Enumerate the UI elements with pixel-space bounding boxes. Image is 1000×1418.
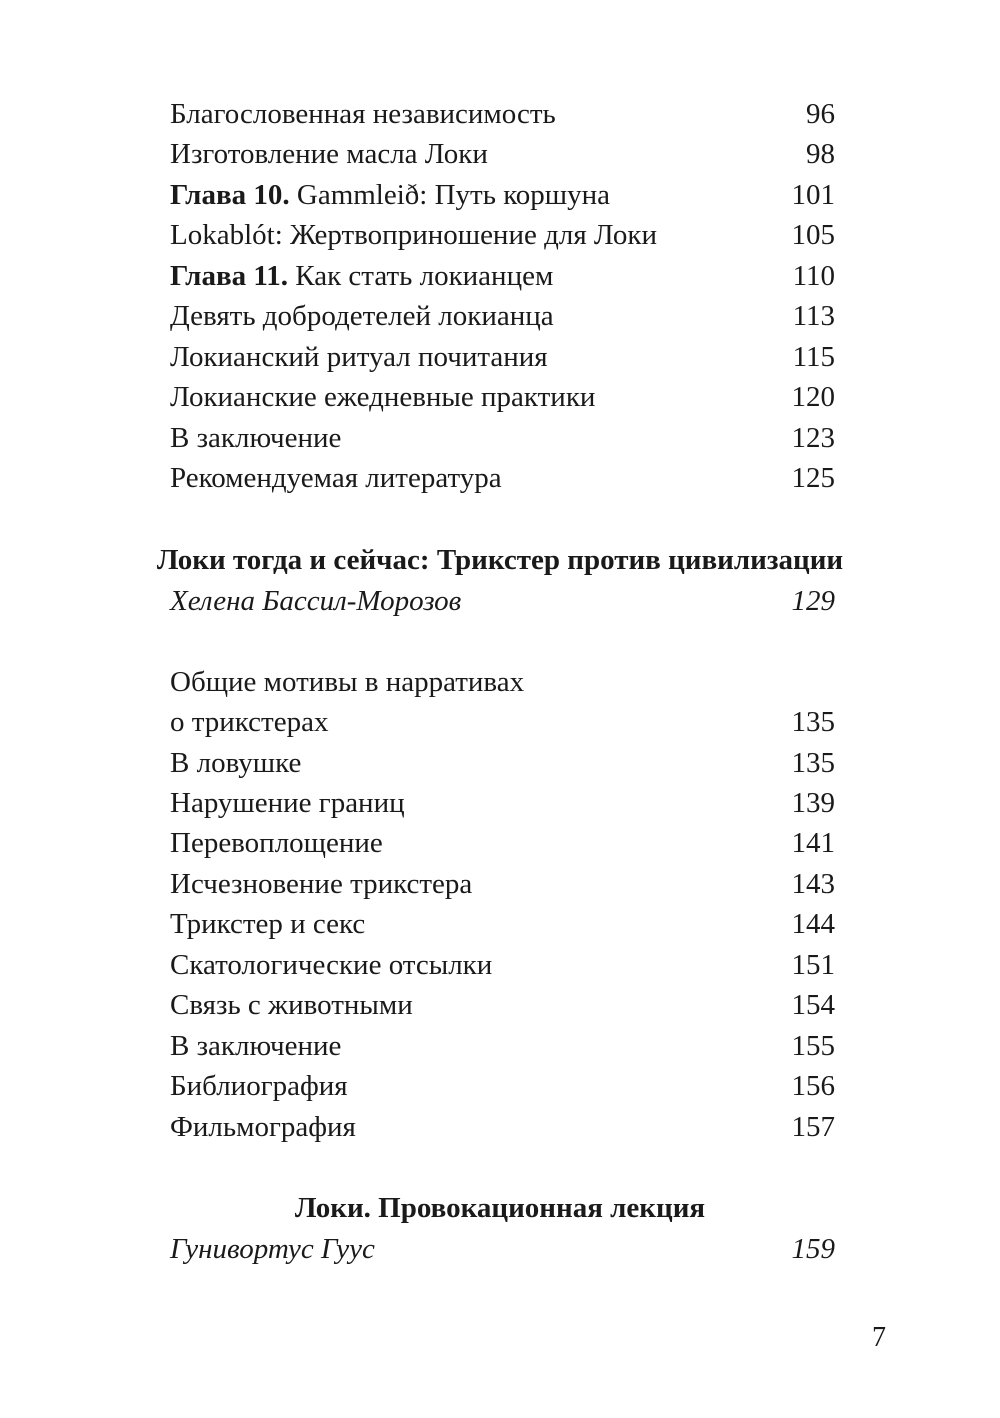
toc-entry xyxy=(170,296,835,336)
section-author-entry xyxy=(170,581,835,621)
toc-entry-title: Общие мотивы в нарративах xyxy=(170,666,525,698)
toc-entry-title: Локианские ежедневные практики xyxy=(170,381,596,413)
section-author: Гунивортус Гуус xyxy=(170,1233,375,1265)
toc-entry-title: Lokablót: Жертвоприношение для Локи xyxy=(170,219,657,251)
toc-entry-title: Связь с животными xyxy=(170,989,413,1021)
toc-entry-chapter xyxy=(170,256,835,296)
toc-entry xyxy=(170,823,835,863)
toc-entry-title: Трикстер и секс xyxy=(170,908,366,940)
toc-entry xyxy=(170,702,835,742)
toc-entry xyxy=(170,94,835,134)
toc-entry-title: Девять добродетелей локианца xyxy=(170,300,554,332)
toc-entry xyxy=(170,783,835,823)
toc-entry xyxy=(170,945,835,985)
chapter-title: Gammleið: Путь коршуна xyxy=(289,179,611,211)
section-page: 129 xyxy=(791,585,835,617)
toc-entry xyxy=(170,458,835,498)
toc-entry-page: 157 xyxy=(791,1111,835,1143)
toc-entry xyxy=(170,1107,835,1147)
toc-entry-title: В ловушке xyxy=(170,747,302,779)
toc-entry xyxy=(170,985,835,1025)
section-heading: Локи. Провокационная лекция xyxy=(294,1192,706,1224)
toc-entry-page: 123 xyxy=(791,422,835,454)
toc-entry-page: 113 xyxy=(792,300,835,332)
toc-entry-title: Изготовление масла Локи xyxy=(170,138,488,170)
toc-entry-chapter xyxy=(170,175,835,215)
toc-entry xyxy=(170,377,835,417)
section-author: Хелена Бассил-Морозов xyxy=(170,585,462,617)
toc-entry-page: 155 xyxy=(791,1030,835,1062)
toc-entry xyxy=(170,1026,835,1066)
toc-entry-title: Локианский ритуал почитания xyxy=(170,341,548,373)
toc-entry-page: 96 xyxy=(806,98,835,130)
toc-entry xyxy=(170,904,835,944)
toc-entry-title: Перевоплощение xyxy=(170,827,383,859)
toc-entry-title: Рекомендуемая литература xyxy=(170,462,502,494)
chapter-label: Глава 11. xyxy=(170,260,289,292)
toc-entry-title xyxy=(170,256,553,296)
toc-entry-title: о трикстерах xyxy=(170,706,329,738)
toc-entry-title xyxy=(170,175,610,215)
section-heading: Локи тогда и сейчас: Трикстер против цивилизации xyxy=(156,544,844,576)
toc-entry-title: Благословенная независимость xyxy=(170,98,556,130)
toc-entry-page: 98 xyxy=(806,138,835,170)
toc-entry xyxy=(170,215,835,255)
toc-entry xyxy=(170,864,835,904)
toc-entry-page: 144 xyxy=(791,908,835,940)
toc-entry-title: Фильмография xyxy=(170,1111,356,1143)
toc-entry-page: 101 xyxy=(791,179,835,211)
section-page: 159 xyxy=(791,1233,835,1265)
toc-entry-title: В заключение xyxy=(170,1030,342,1062)
toc-entry-page: 135 xyxy=(791,747,835,779)
toc-entry xyxy=(170,337,835,377)
toc-entry-page: 125 xyxy=(791,462,835,494)
toc-entry-page: 143 xyxy=(791,868,835,900)
toc-entry-title: Библиография xyxy=(170,1070,348,1102)
toc-entry xyxy=(170,662,835,702)
toc-entry-page: 105 xyxy=(791,219,835,251)
page-number: 7 xyxy=(872,1322,886,1353)
toc-entry xyxy=(170,418,835,458)
toc-entry xyxy=(170,134,835,174)
chapter-label: Глава 10. xyxy=(170,179,290,211)
section-author-entry xyxy=(170,1229,835,1269)
toc-entry-page: 151 xyxy=(791,949,835,981)
toc-entry-title: В заключение xyxy=(170,422,342,454)
toc-entry-page: 139 xyxy=(791,787,835,819)
toc-entry-page: 110 xyxy=(792,260,835,292)
toc-entry-title: Скатологические отсылки xyxy=(170,949,493,981)
toc-entry-page: 156 xyxy=(791,1070,835,1102)
toc-entry-page: 141 xyxy=(791,827,835,859)
toc-entry-page: 115 xyxy=(792,341,835,373)
chapter-title: Как стать локианцем xyxy=(288,260,554,292)
toc-entry-page: 120 xyxy=(791,381,835,413)
toc-entry-title: Нарушение границ xyxy=(170,787,405,819)
toc-entry-title: Исчезновение трикстера xyxy=(170,868,473,900)
toc-entry-page: 135 xyxy=(791,706,835,738)
toc-entry xyxy=(170,743,835,783)
toc-entry-page: 154 xyxy=(791,989,835,1021)
toc-entry xyxy=(170,1066,835,1106)
